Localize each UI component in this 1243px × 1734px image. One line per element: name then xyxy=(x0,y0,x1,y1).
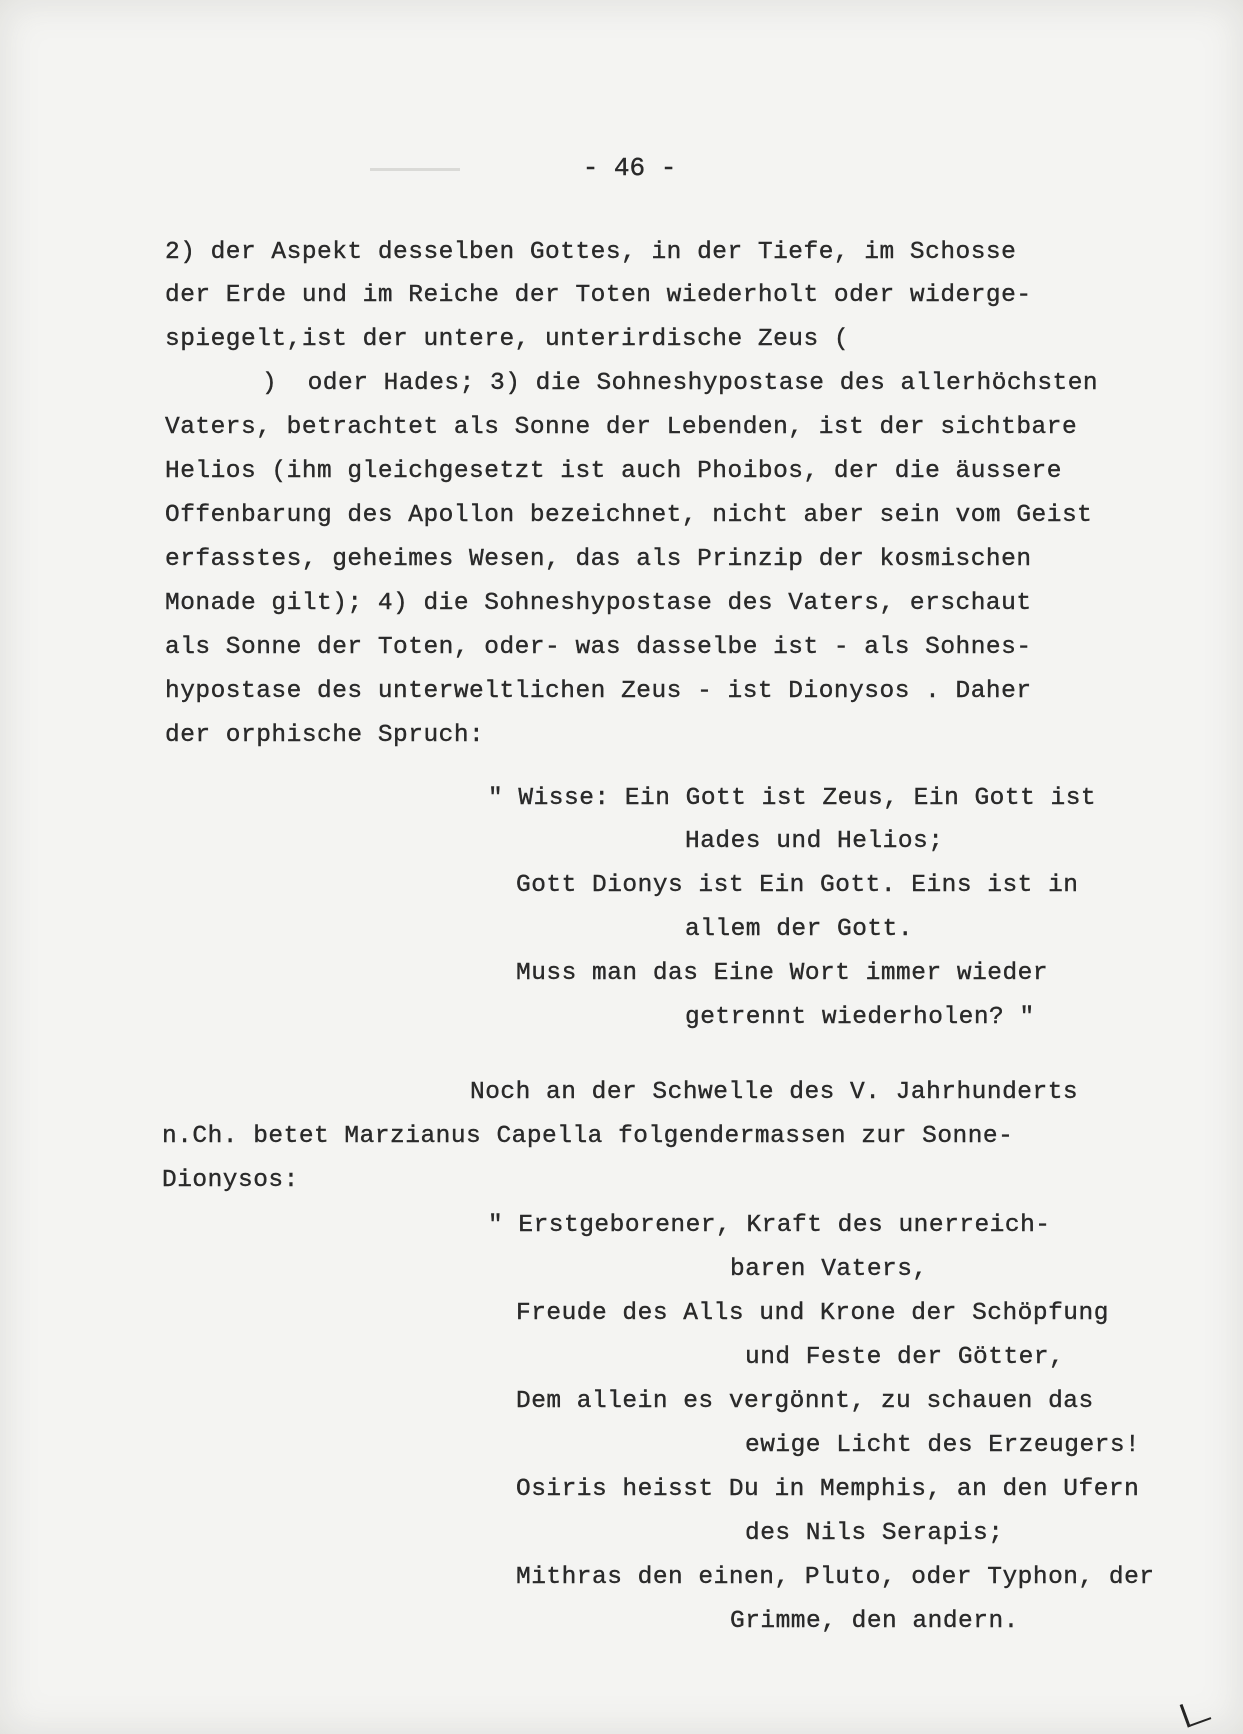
text-line: Helios (ihm gleichgesetzt ist auch Phoibos, der die äussere xyxy=(165,458,1062,485)
text-line: Mithras den einen, Pluto, oder Typhon, der xyxy=(516,1564,1155,1591)
text-line: Grimme, den andern. xyxy=(730,1608,1019,1635)
text-line: und Feste der Götter, xyxy=(745,1344,1065,1371)
text-line: Freude des Alls und Krone der Schöpfung xyxy=(516,1300,1109,1327)
page-number xyxy=(0,153,1243,183)
text-line: Dionysos: xyxy=(162,1167,299,1194)
text-line: baren Vaters, xyxy=(730,1256,928,1283)
text-line: des Nils Serapis; xyxy=(745,1520,1004,1547)
text-line: " Wisse: Ein Gott ist Zeus, Ein Gott ist xyxy=(488,785,1097,812)
text-line: Muss man das Eine Wort immer wieder xyxy=(516,960,1049,987)
text-line: Osiris heisst Du in Memphis, an den Ufern xyxy=(516,1476,1140,1503)
text-line: Gott Dionys ist Ein Gott. Eins ist in xyxy=(516,872,1079,899)
text-line: Hades und Helios; xyxy=(685,828,944,855)
text-line: Dem allein es vergönnt, zu schauen das xyxy=(516,1388,1094,1415)
text-line: der Erde und im Reiche der Toten wiederholt oder widerge- xyxy=(165,282,1032,309)
text-line: spiegelt,ist der untere, unterirdische Zeus ( xyxy=(165,326,850,353)
text-line: ewige Licht des Erzeugers! xyxy=(745,1432,1141,1459)
text-line: hypostase des unterweltlichen Zeus - ist Dionysos . Daher xyxy=(165,678,1032,705)
text-line: Noch an der Schwelle des V. Jahrhunderts xyxy=(470,1079,1079,1106)
text-line: 2) der Aspekt desselben Gottes, in der Tiefe, im Schosse xyxy=(165,239,1017,266)
text-line: n.Ch. betet Marzianus Capella folgendermassen zur Sonne- xyxy=(162,1123,1014,1150)
text-line: " Erstgeborener, Kraft des unerreich- xyxy=(488,1212,1051,1239)
text-line: der orphische Spruch: xyxy=(165,722,485,749)
text-line: Monade gilt); 4) die Sohneshypostase des Vaters, erschaut xyxy=(165,590,1032,617)
text-line: allem der Gott. xyxy=(685,916,914,943)
text-line: erfasstes, geheimes Wesen, das als Prinzip der kosmischen xyxy=(165,546,1032,573)
text-line: als Sonne der Toten, oder- was dasselbe ist - als Sohnes- xyxy=(165,634,1032,661)
corner-pencil-mark xyxy=(1180,1696,1212,1727)
text-line: Vaters, betrachtet als Sonne der Lebenden, ist der sichtbare xyxy=(165,414,1078,441)
text-line: getrennt wiederholen? " xyxy=(685,1004,1035,1031)
page-number-text: - 46 - xyxy=(582,153,677,183)
text-line: ) oder Hades; 3) die Sohneshypostase des allerhöchsten xyxy=(262,370,1099,397)
text-line: Offenbarung des Apollon bezeichnet, nicht aber sein vom Geist xyxy=(165,502,1093,529)
